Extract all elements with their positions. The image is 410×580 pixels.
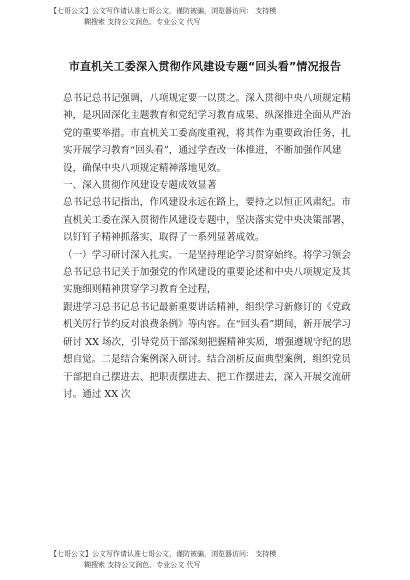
header-line-1: 【七哥公文】公文写作请认准七哥公文，谨防被骗，浏览器访问： 支持模	[50, 7, 277, 15]
document-title: 市直机关工委深入贯彻作风建设专题“回头看”情况报告	[68, 60, 342, 73]
paragraph-subsection-1: （一）学习研讨深入扎实。一是坚持理论学习贯穿始终。将学习领会总书记总书记关于加强党的作风建设的重要论述和中央八项规定及其实施细则精神贯穿学习教育全过程，	[63, 249, 351, 296]
paragraph-intro: 总书记总书记强调，八项规定要一以贯之。深入贯彻中央八项规定精神，是巩固深化主题教育和党纪学习教育成果、纵深推进全面从严治党的重要举措。市直机关工委高度重视，将其作为重要政治任务，扎实开展学习教育“回头看”，通过学查改一体推进，不断加强作风建设，确保中央八项规定精神落地见效。	[63, 93, 351, 174]
section-heading-1: 一、深入贯彻作风建设专题成效显著	[63, 180, 217, 192]
document-body	[63, 90, 353, 403]
footer-line-1: 【七哥公文】公文写作请认准七哥公文，谨防被骗，浏览器访问： 支持模	[50, 550, 277, 558]
page-footer	[50, 549, 380, 571]
paragraph-subsection-1-cont: 跟进学习总书记总书记最新重要讲话精神，组织学习新修订的《党政机关厉行节约反对浪费条例》等内容。在“回头看”期间，新开展学习研讨 XX 场次，引导党员干部深刻把握精神实质，增强遵规守纪的思想自觉。二是结合案例深入研讨。结合剖析反面典型案例，组织党员干部把自己摆进去、把职责摆进去、把工作摆进去，深入开展交流研讨。通过 XX 次	[63, 301, 352, 400]
paragraph-section-1: 总书记总书记指出，作风建设永远在路上，要持之以恒正风肃纪。市直机关工委在深入贯彻作风建设专题中，坚决落实党中央决策部署，以钉钉子精神抓落实，取得了一系列显著成效。	[63, 197, 351, 244]
page-header	[50, 6, 380, 28]
footer-line-2: 糊搜索 支持公文润色、专业公文 代写	[84, 561, 201, 569]
header-line-2: 糊搜索 支持公文润色、专业公文 代写	[84, 18, 201, 26]
